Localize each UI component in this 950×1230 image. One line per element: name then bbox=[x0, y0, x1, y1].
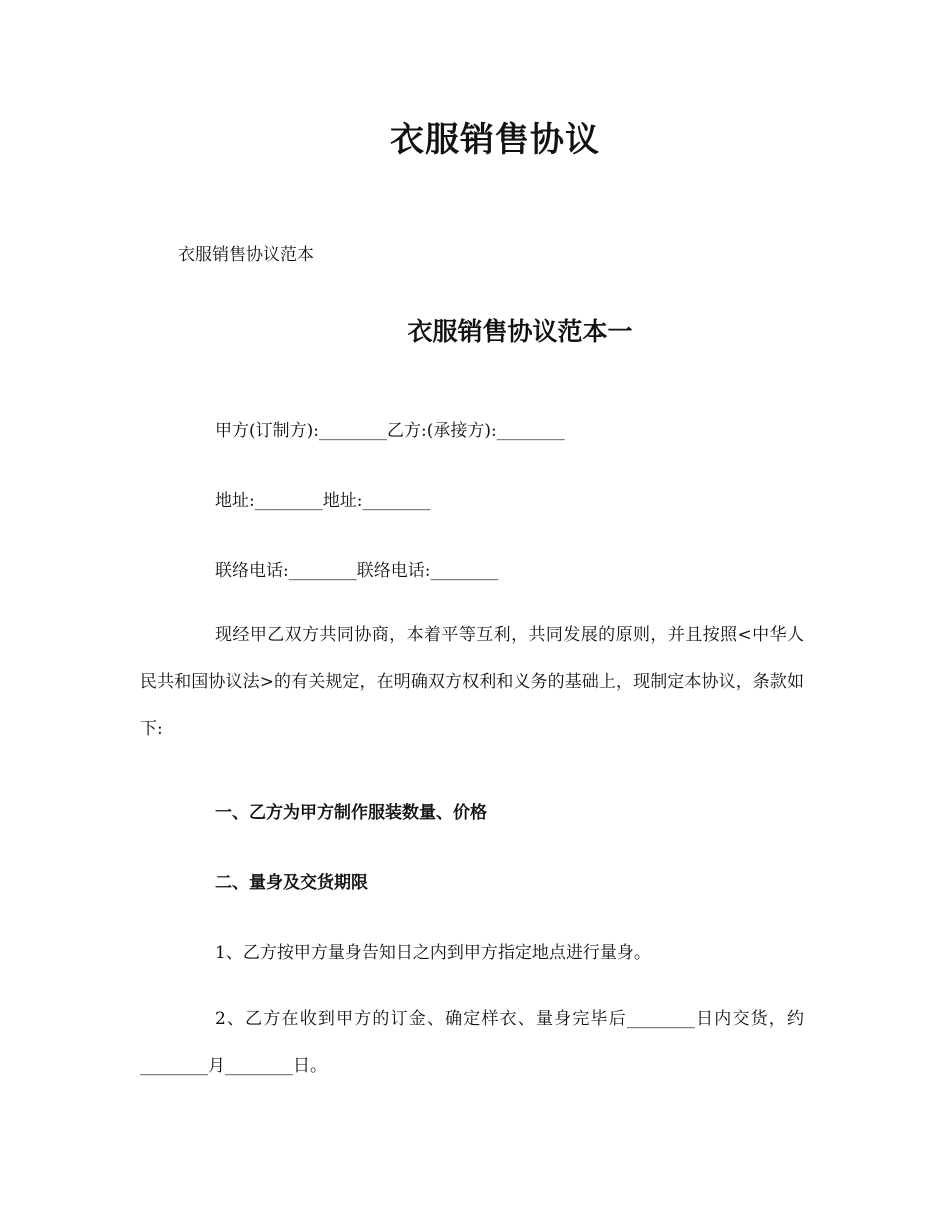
intro-paragraph: 现经甲乙双方共同协商，本着平等互利，共同发展的原则，并且按照<中华人民共和国协议法>的有关规定，在明确双方权利和义务的基础上，现制定本协议，条款如下: bbox=[140, 625, 804, 739]
party-line: 甲方(订制方):________乙方:(承接方):________ bbox=[215, 421, 565, 441]
address-line: 地址:________地址:________ bbox=[215, 491, 431, 511]
section-title: 衣服销售协议范本一 bbox=[407, 317, 633, 346]
clause-delivery: 2、乙方在收到甲方的订金、确定样衣、量身完毕后________日内交货，约________月________日。 bbox=[140, 1009, 804, 1076]
heading-quantity-price: 一、乙方为甲方制作服装数量、价格 bbox=[215, 803, 487, 823]
document-subtitle: 衣服销售协议范本 bbox=[178, 245, 314, 265]
document-title: 衣服销售协议 bbox=[390, 120, 600, 160]
phone-line: 联络电话:________联络电话:________ bbox=[215, 561, 499, 581]
clause-measurement: 1、乙方按甲方量身告知日之内到甲方指定地点进行量身。 bbox=[215, 943, 651, 963]
heading-delivery: 二、量身及交货期限 bbox=[215, 873, 368, 893]
